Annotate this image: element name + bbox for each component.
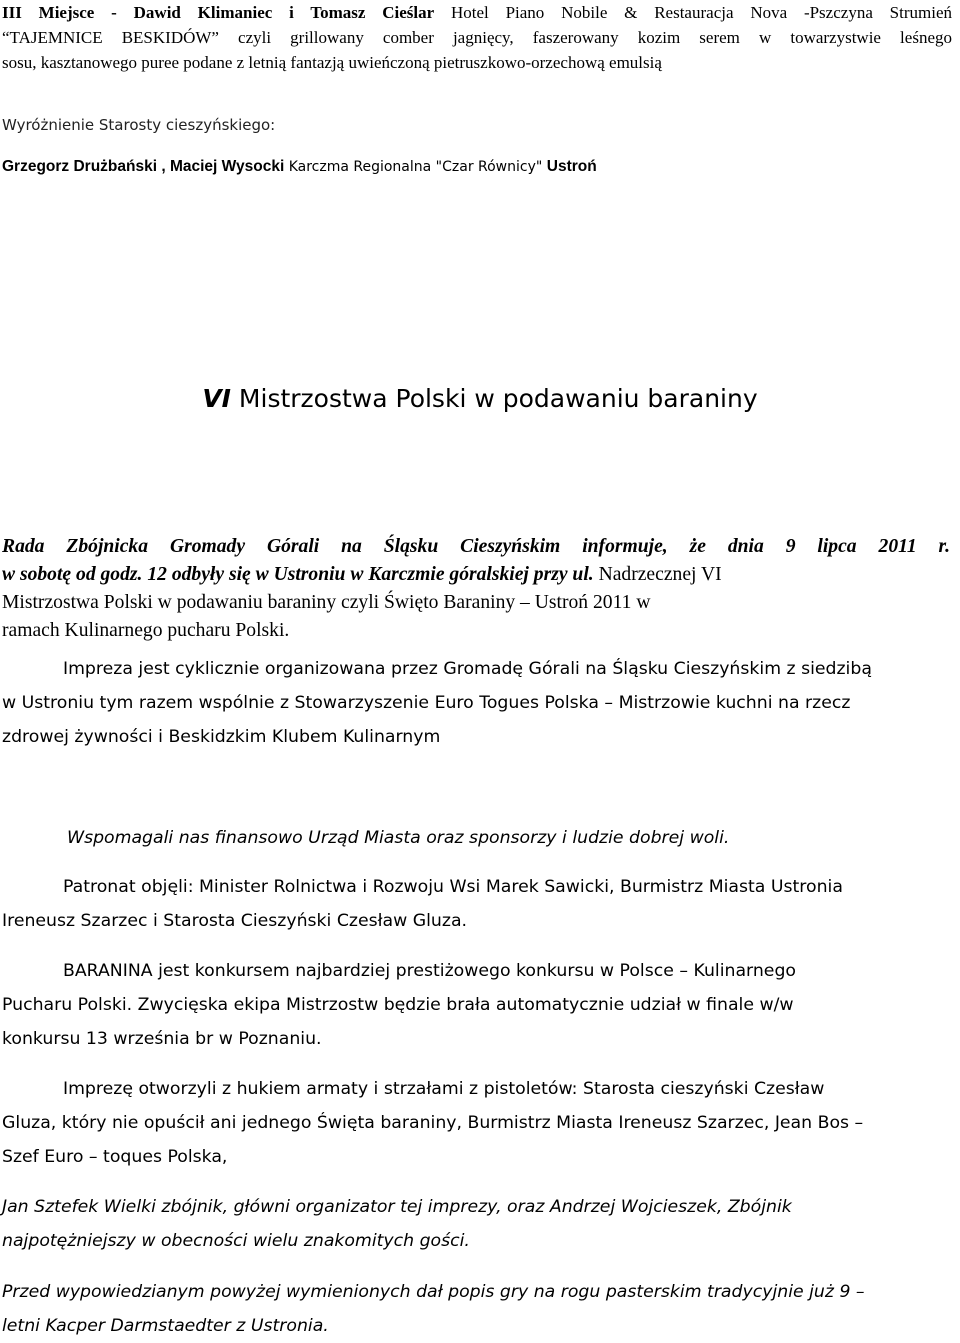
award-title: Wyróżnienie Starosty cieszyńskiego: — [2, 116, 276, 134]
intro-line-2-bold: w sobotę od godz. 12 odbyły się w Ustroniu w Karczmie góralskiej przy ul. — [2, 564, 594, 585]
paragraph-horn-performance — [2, 1275, 954, 1343]
paragraph-line: Pucharu Polski. Zwycięska ekipa Mistrzostw będzie brała automatycznie udział w finale w/w — [2, 995, 794, 1015]
intro-block — [2, 533, 950, 645]
place-label: III Miejsce — [2, 3, 95, 22]
intro-line-3: Mistrzostwa Polski w podawaniu baraniny czyli Święto Baraniny – Ustroń 2011 w — [2, 592, 651, 613]
paragraph-line — [2, 1072, 954, 1106]
paragraph-line: konkursu 13 września br w Poznaniu. — [2, 1029, 322, 1049]
paragraph-organizers — [2, 652, 954, 754]
paragraph-text: Imprezę otworzyli z hukiem armaty i strzałami z pistoletów: Starosta cieszyński Czesław — [63, 1079, 825, 1099]
paragraph-line: zdrowej żywności i Beskidzkim Klubem Kulinarnym — [2, 727, 441, 747]
paragraph-text: BARANINA jest konkursem najbardziej prestiżowego konkursu w Polsce – Kulinarnego — [63, 961, 796, 981]
intro-line-2 — [2, 561, 950, 589]
intro-line-1: Rada Zbójnicka Gromady Górali na Śląsku Cieszyńskim informuje, że dnia 9 lipca 2011 r. — [2, 536, 950, 557]
dish-line-1: “TAJEMNICE BESKIDÓW” czyli grillowany comber jagnięcy, faszerowany kozim serem w towarzystwie leśnego — [2, 28, 952, 47]
chef-names: Dawid Klimaniec i Tomasz Cieślar — [133, 3, 435, 22]
paragraph-line: Przed wypowiedzianym powyżej wymienionych dał popis gry na rogu pasterskim tradycyjnie już 9 – — [2, 1282, 865, 1302]
paragraph-line — [2, 652, 954, 686]
paragraph-sponsors — [2, 821, 954, 855]
restaurant-name: Hotel Piano Nobile & Restauracja Nova -Pszczyna Strumień — [434, 3, 953, 22]
paragraph-text: Patronat objęli: Minister Rolnictwa i Rozwoju Wsi Marek Sawicki, Burmistrz Miasta Ustronia — [63, 877, 843, 897]
paragraph-text: Impreza jest cyklicznie organizowana przez Gromadę Górali na Śląsku Cieszyńskim z siedzibą — [63, 659, 872, 679]
paragraph-line: najpotężniejszy w obecności wielu znakomitych gości. — [2, 1231, 470, 1251]
paragraph-organizer-guests — [2, 1190, 954, 1258]
paragraph-baranina — [2, 954, 954, 1056]
paragraph-line: w Ustroniu tym razem wspólnie z Stowarzyszenie Euro Togues Polska – Mistrzowie kuchni na rzecz — [2, 693, 851, 713]
heading-roman-numeral: VI — [202, 384, 231, 413]
paragraph-line — [2, 954, 954, 988]
page-heading — [0, 384, 960, 413]
paragraph-opening — [2, 1072, 954, 1174]
third-place-block — [2, 0, 952, 75]
award-venue: Karczma Regionalna "Czar Równicy" — [284, 159, 547, 175]
paragraph-line — [2, 821, 954, 855]
dish-line-2: sosu, kasztanowego puree podane z letnią fantazją uwieńczoną pietruszkowo-orzechową emulsią — [2, 53, 662, 72]
paragraph-line: Gluza, który nie opuścił ani jednego Święta baraniny, Burmistrz Miasta Ireneusz Szarzec, Jean Bos – — [2, 1113, 864, 1133]
paragraph-text: Wspomagali nas finansowo Urząd Miasta oraz sponsorzy i ludzie dobrej woli. — [67, 828, 730, 848]
intro-line-2-rest: Nadrzecznej VI — [593, 564, 722, 585]
award-city: Ustroń — [546, 158, 597, 175]
award-winner-names: Grzegorz Drużbański , Maciej Wysocki — [2, 158, 285, 175]
place-separator: - — [94, 3, 134, 22]
paragraph-line: Jan Sztefek Wielki zbójnik, główni organizator tej imprezy, oraz Andrzej Wojcieszek, Zbójnik — [2, 1197, 792, 1217]
paragraph-line: Szef Euro – toques Polska, — [2, 1147, 228, 1167]
award-winners-line — [2, 158, 597, 176]
paragraph-line: letni Kacper Darmstaedter z Ustronia. — [2, 1316, 329, 1336]
intro-line-4: ramach Kulinarnego pucharu Polski. — [2, 620, 290, 641]
paragraph-line — [2, 870, 954, 904]
paragraph-line: Ireneusz Szarzec i Starosta Cieszyński Czesław Gluza. — [2, 911, 468, 931]
third-place-line — [2, 0, 952, 25]
paragraph-patronage — [2, 870, 954, 938]
heading-text: Mistrzostwa Polski w podawaniu baraniny — [230, 384, 758, 413]
